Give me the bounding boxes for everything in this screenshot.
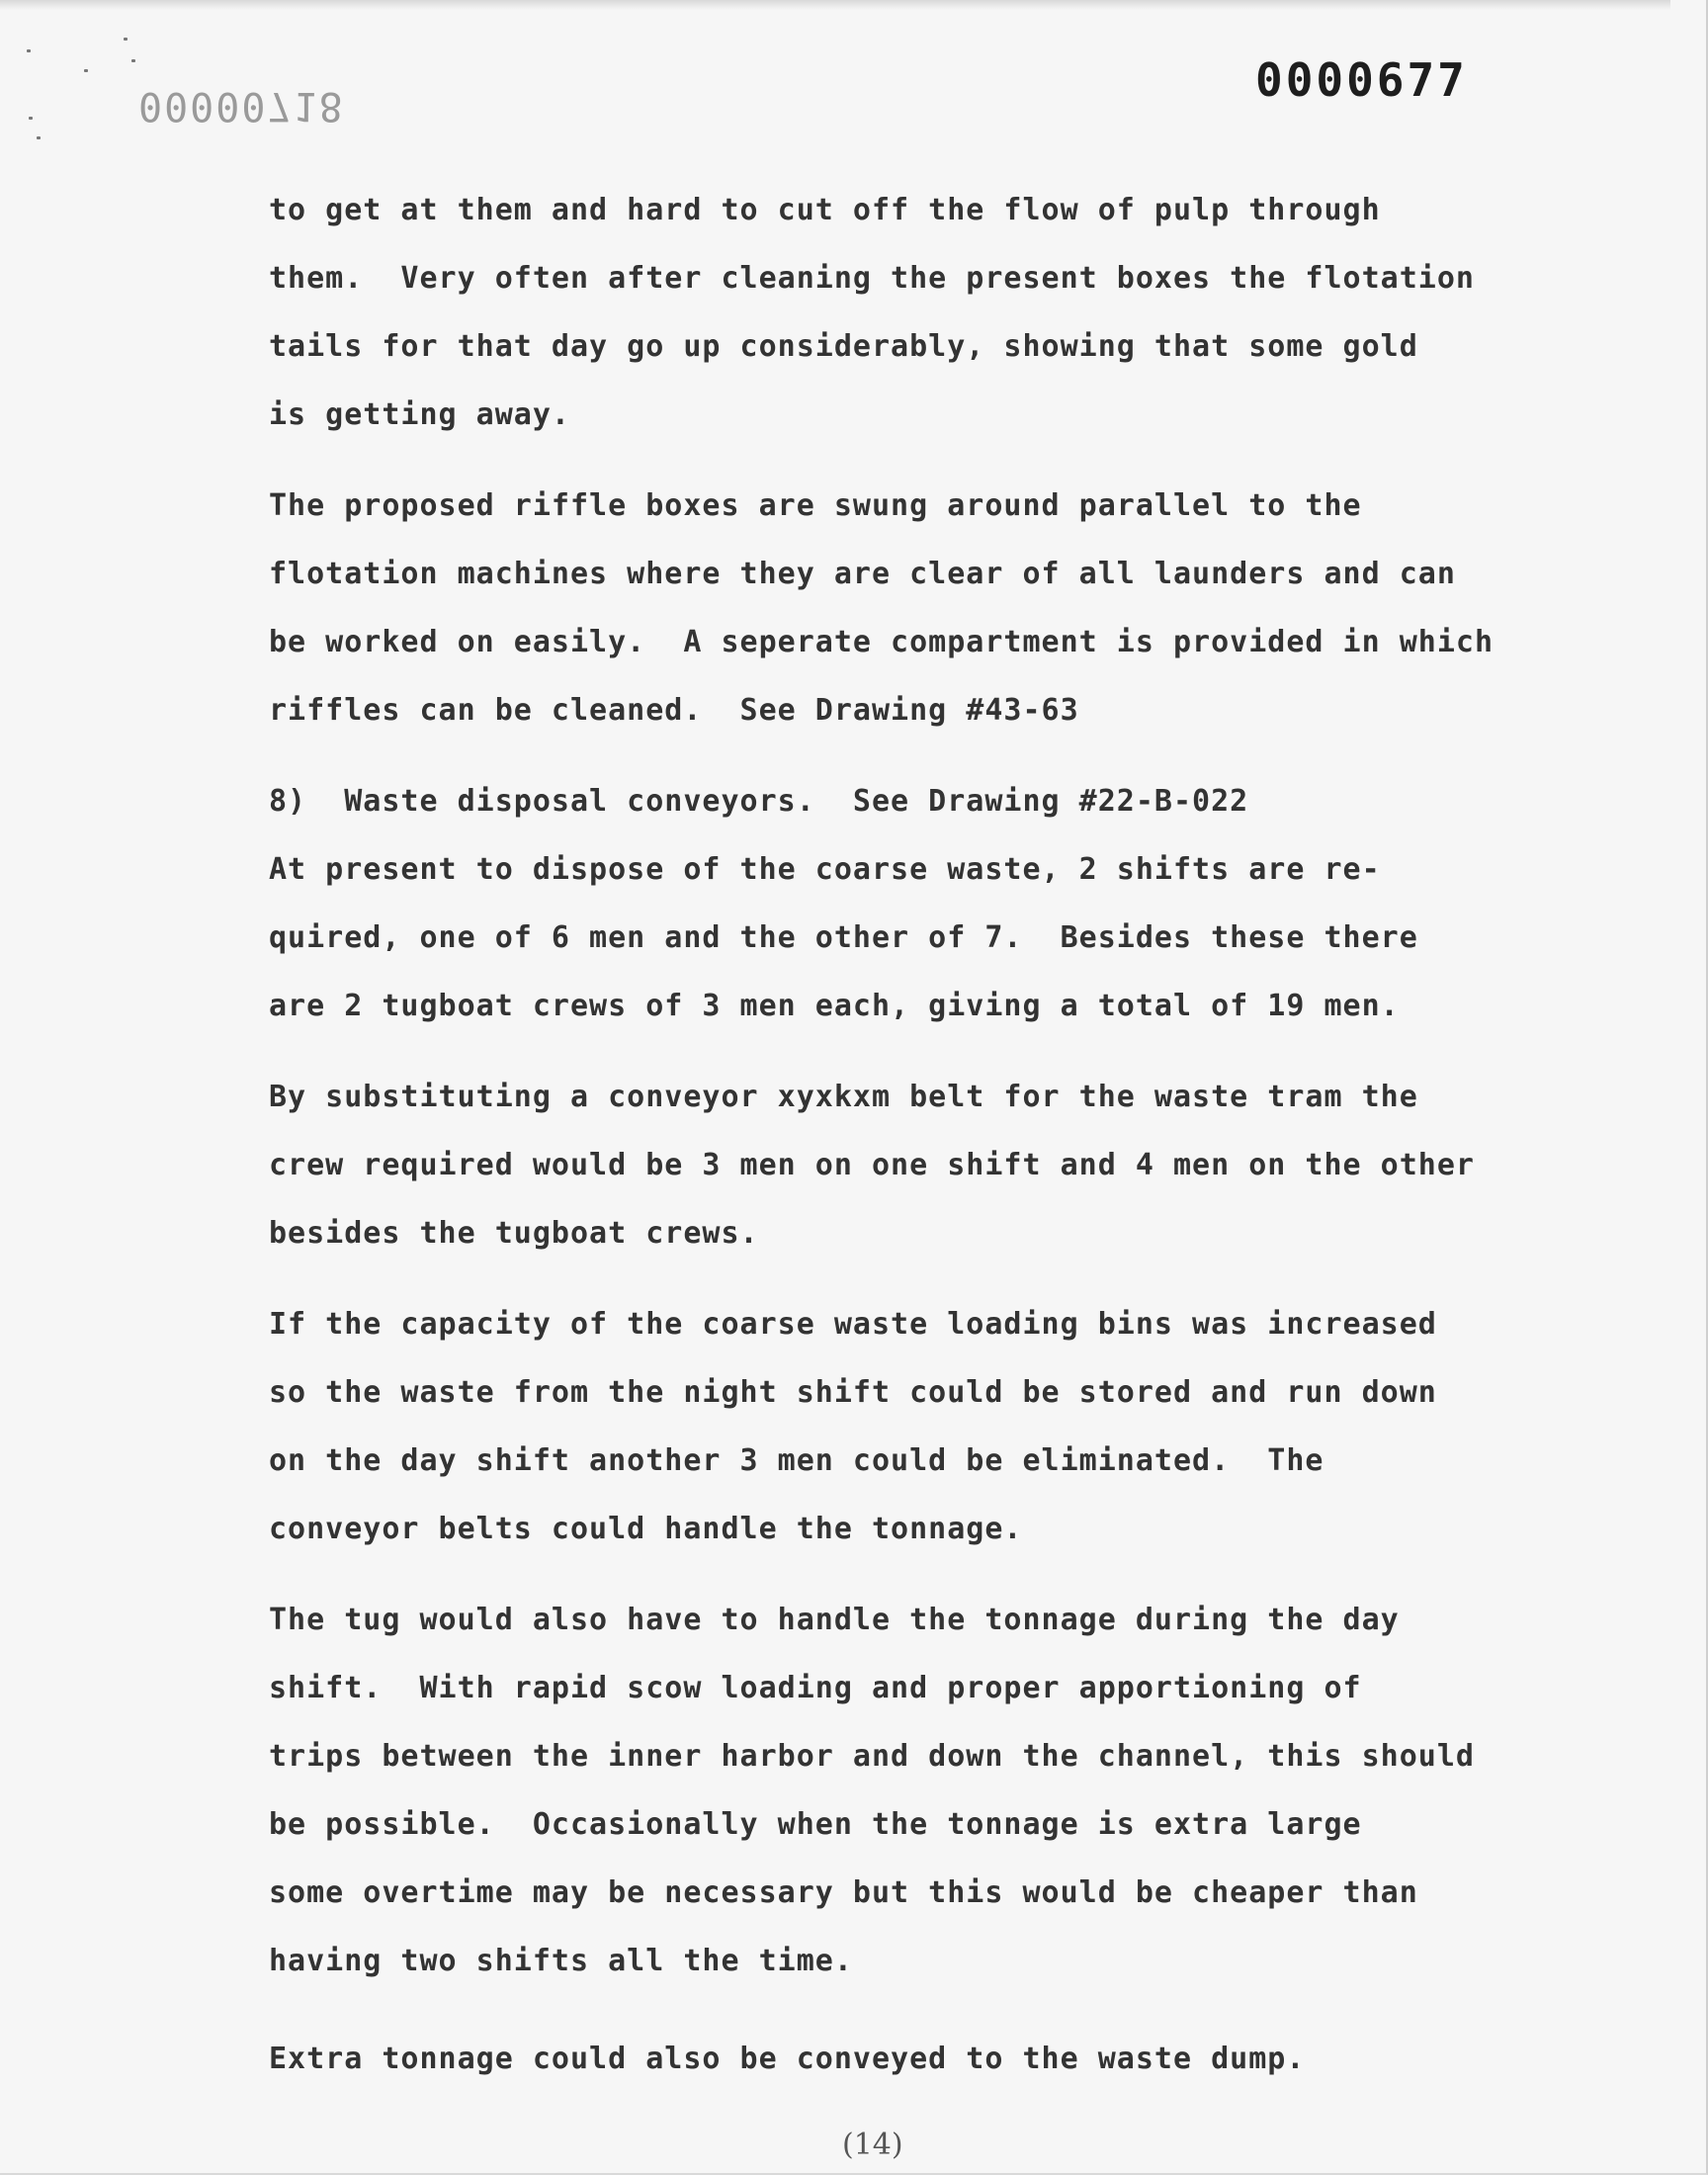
body-text [269, 176, 1574, 2093]
text-line: shift. With rapid scow loading and proper apportioning of [269, 1671, 1362, 1705]
paragraph-gap [269, 1563, 1574, 1586]
paragraph-gap [269, 744, 1574, 767]
text-line: riffles can be cleaned. See Drawing #43-63 [269, 693, 1079, 728]
text-line: is getting away. [269, 397, 570, 432]
text-line: some overtime may be necessary but this would be cheaper than [269, 1875, 1418, 1910]
paragraph-waste-disposal [269, 767, 1574, 1040]
text-line: so the waste from the night shift could be stored and run down [269, 1375, 1437, 1410]
paragraph-gap [269, 1040, 1574, 1063]
paragraph-loading-bins [269, 1290, 1574, 1563]
text-line: flotation machines where they are clear of all launders and can [269, 557, 1456, 591]
page-edge-shadow [0, 0, 1670, 10]
text-line: The proposed riffle boxes are swung around parallel to the [269, 488, 1362, 523]
text-line: be worked on easily. A seperate compartment is provided in which [269, 625, 1494, 659]
text-line: having two shifts all the time. [269, 1944, 853, 1978]
text-line: tails for that day go up considerably, showing that some gold [269, 329, 1418, 364]
paragraph-conveyor-belt [269, 1063, 1574, 1267]
text-line: besides the tugboat crews. [269, 1216, 759, 1251]
text-line: At present to dispose of the coarse waste, 2 shifts are re- [269, 852, 1381, 887]
paragraph-gap [269, 1267, 1574, 1290]
paragraph-riffle-boxes [269, 472, 1574, 744]
text-line: are 2 tugboat crews of 3 men each, giving a total of 19 men. [269, 989, 1400, 1023]
page-number: (14) [842, 2128, 903, 2162]
section-heading: 8) Waste disposal conveyors. See Drawing #22-B-022 [269, 784, 1249, 819]
text-line: conveyor belts could handle the tonnage. [269, 1512, 1023, 1546]
paragraph-gap [269, 449, 1574, 472]
text-line: quired, one of 6 men and the other of 7. Besides these there [269, 920, 1418, 955]
text-line: If the capacity of the coarse waste loading bins was increased [269, 1307, 1437, 1342]
paragraph-extra-tonnage [269, 2025, 1574, 2093]
paragraph-tug-tonnage [269, 1586, 1574, 1995]
text-line: crew required would be 3 men on one shift and 4 men on the other [269, 1148, 1475, 1182]
document-id-stamp: 0000677 [1255, 53, 1468, 107]
text-line: to get at them and hard to cut off the flow of pulp through [269, 193, 1381, 227]
text-line: trips between the inner harbor and down the channel, this should [269, 1739, 1475, 1774]
text-line: Extra tonnage could also be conveyed to the waste dump. [269, 2042, 1306, 2076]
paragraph-pulp-flow [269, 176, 1574, 449]
paragraph-gap [269, 1995, 1574, 2025]
text-line: be possible. Occasionally when the tonnage is extra large [269, 1807, 1362, 1842]
text-line: The tug would also have to handle the tonnage during the day [269, 1603, 1400, 1637]
text-line: them. Very often after cleaning the present boxes the flotation [269, 261, 1475, 296]
text-line: on the day shift another 3 men could be eliminated. The [269, 1443, 1324, 1478]
document-id-stamp-mirrored: 00000718 [138, 83, 345, 129]
text-line: By substituting a conveyor xyxkxm belt for the waste tram the [269, 1080, 1418, 1114]
